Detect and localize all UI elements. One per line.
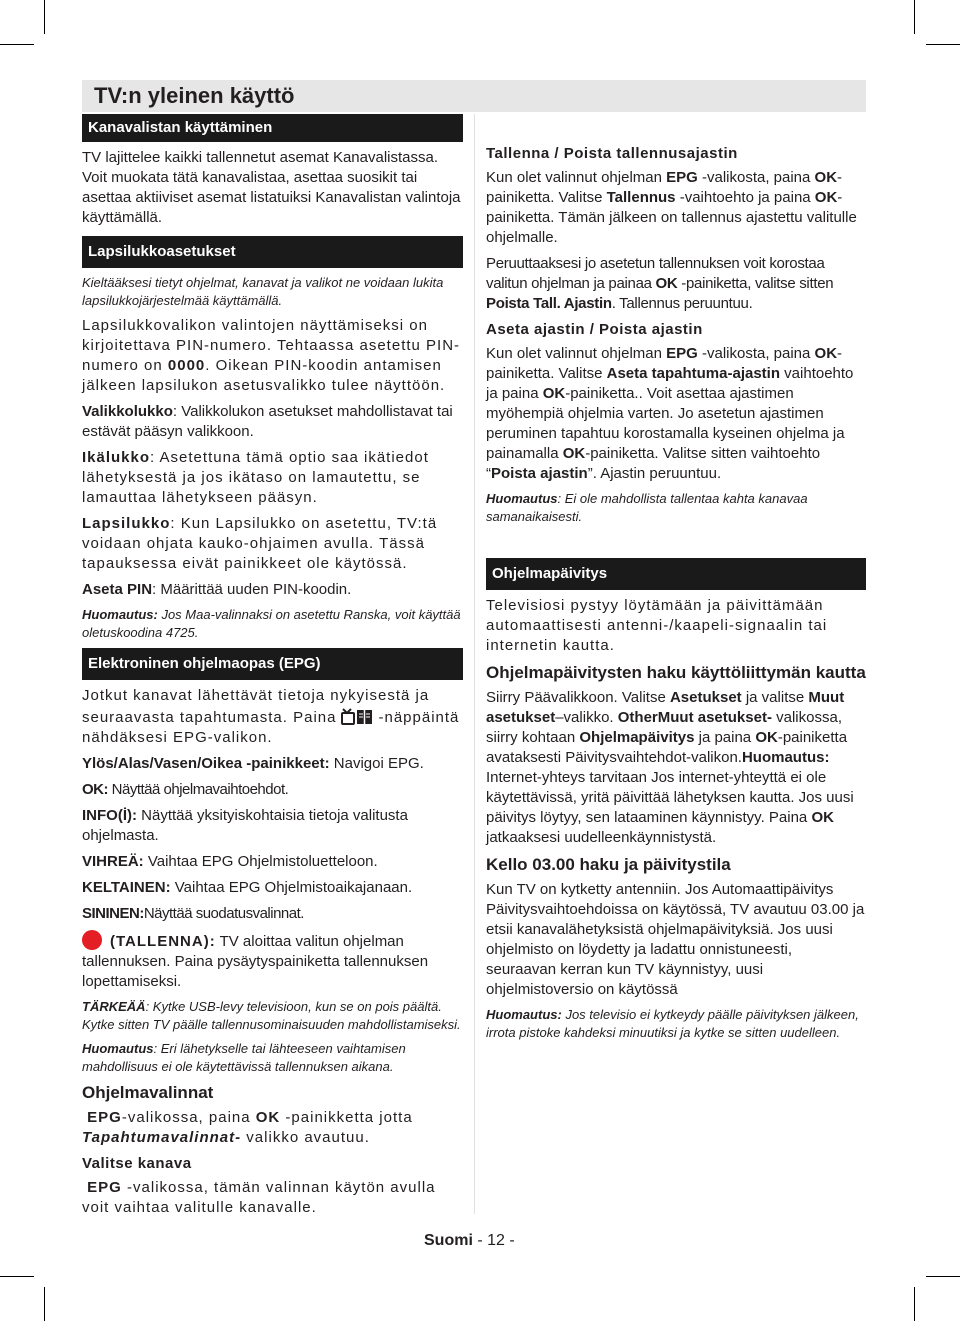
record-timer-heading: Tallenna / Poista tallennusajastin xyxy=(486,145,738,162)
footer-language: Suomi xyxy=(424,1232,473,1249)
set-pin-text: Aseta PIN: Määrittää uuden PIN-koodin. xyxy=(82,581,352,598)
page-number: - 12 - xyxy=(472,1232,515,1249)
menu-lock-text: Valikkolukko: Valikkolukon asetukset mahdollistavat tai estävät pääsyn valikkoon. xyxy=(82,403,453,440)
set-timer-text: Kun olet valinnut ohjelman EPG -valikosta, paina OK-painiketta. Valitse Aseta tapahtuma-ajastin vaihtoehto ja paina OK-painiketta.. Voit asettaa ajastimen myöhempiä ohjelmia varten. Jo asetetun ajastimen peruminen tapahtuu korostamalla kyseinen ohjelma ja painamalla OK-painiketta. Valitse sitten vaihtoehto “Poista ajastin”. Ajastin peruuntuu. xyxy=(486,345,854,482)
epg-green-text: VIHREÄ: Vaihtaa EPG Ohjelmistoluetteloon. xyxy=(82,853,378,870)
right-column xyxy=(486,142,866,1048)
night-update-heading: Kello 03.00 haku ja päivitystila xyxy=(486,855,731,874)
epg-nav-text: Ylös/Alas/Vasen/Oikea -painikkeet: Navigoi EPG. xyxy=(82,755,424,772)
spacer xyxy=(486,532,866,558)
parental-remark: Huomautus: Jos Maa-valinnaksi on asetettu Ranska, voit käyttää oletuskoodina 4725. xyxy=(82,607,461,640)
epg-guide-icon xyxy=(340,706,374,726)
crop-mark xyxy=(926,44,960,45)
page-footer xyxy=(424,1232,515,1250)
epg-info-text: INFO(İ): Näyttää yksityiskohtaisia tietoja valitusta ohjelmasta. xyxy=(82,807,408,844)
software-update-intro: Televisiosi pystyy löytämään ja päivittämään automaattisesti antenni-/kaapeli-signaalin tai internetin kautta. xyxy=(486,597,828,654)
parental-pin-text: Lapsilukkovalikon valintojen näyttämiseksi on kirjoitettava PIN-numero. Tehtaassa asetettu PIN-numero on 0000. Oikean PIN-koodin antamisen jälkeen lapsilukon asetusvalikko tulee näyttöön. xyxy=(82,317,461,394)
epg-yellow-text: KELTAINEN: Vaihtaa EPG Ohjelmistoaikajanaan. xyxy=(82,879,413,896)
section-heading-software-update: Ohjelmapäivitys xyxy=(486,558,866,590)
epg-intro-text: Jotkut kanavat lähettävät tietoja nykyisestä ja seuraavasta tapahtumasta. Paina -näppäintä nähdäksesi EPG-valikon. xyxy=(82,687,460,746)
left-column xyxy=(82,114,463,1224)
section-heading-parental: Lapsilukkoasetukset xyxy=(82,236,463,268)
cancel-record-text: Peruuttaaksesi jo asetetun tallennuksen voit korostaa valitun ohjelman ja painaa OK -painiketta, valitse sitten Poista Tall. Ajastin. Tallennus peruuntuu. xyxy=(486,255,834,312)
select-channel-text: EPG -valikossa, tämän valinnan käytön avulla voit vaihtaa valitulle kanavalle. xyxy=(82,1179,436,1216)
crop-mark xyxy=(0,1276,34,1277)
record-timer-text: Kun olet valinnut ohjelman EPG -valikosta, paina OK-painiketta. Valitse Tallennus -vaihtoehto ja paina OK-painiketta. Tämän jälkeen on tallennus ajastettu valitulle ohjelmalle. xyxy=(486,169,857,246)
crop-mark xyxy=(0,44,34,45)
epg-blue-text: SININEN:Näyttää suodatusvalinnat. xyxy=(82,905,304,922)
age-lock-text: Ikälukko: Asetettuna tämä optio saa ikätiedot lähetyksestä ja jos ikätaso on lamautettu, se lamauttaa lähetykseen pääsyn. xyxy=(82,449,429,506)
child-lock-text: Lapsilukko: Kun Lapsilukko on asetettu, TV:tä voidaan ohjata kauko-ohjaimen avulla. Tässä tapauksessa eivät painikkeet ole käytössä. xyxy=(82,515,438,572)
update-via-ui-heading: Ohjelmapäivitysten haku käyttöliittymän kautta xyxy=(486,663,866,682)
program-options-heading: Ohjelmavalinnat xyxy=(82,1083,214,1102)
set-timer-heading: Aseta ajastin / Poista ajastin xyxy=(486,321,703,338)
crop-mark xyxy=(914,0,915,34)
crop-mark xyxy=(926,1276,960,1277)
channel-list-text: TV lajittelee kaikki tallennetut asemat Kanavalistassa. Voit muokata tätä kanavalistaa, asettaa suosikit tai asettaa aktiiviset asemat listatuiksi Kanavalistan valintoja käyttämällä. xyxy=(82,149,461,226)
epg-ok-text: OK: Näyttää ohjelmavaihtoehdot. xyxy=(82,781,289,798)
night-update-text: Kun TV on kytketty antenniin. Jos Automaattipäivitys Päivitysvaihtoehdoissa on käytössä, TV avautuu 03.00 ja etsii kanavalähetyksistä ohjelmapäivityksiä. Jos uusi ohjelmisto on löydetty ja ladattu onnistuneesti, seuraavan kerran kun TV käynnistyy, uusi ohjelmistoversio on käytössä xyxy=(486,881,865,998)
set-timer-remark: Huomautus: Ei ole mahdollista tallentaa kahta kanavaa samanaikaisesti. xyxy=(486,491,808,524)
select-channel-heading: Valitse kanava xyxy=(82,1155,192,1172)
parental-note: Kieltääksesi tietyt ohjelmat, kanavat ja valikot ne voidaan lukita lapsilukkojärjestelmää käyttämällä. xyxy=(82,275,444,308)
program-options-text: EPG-valikossa, paina OK -painikketta jotta Tapahtumavalinnat- valikko avautuu. xyxy=(82,1109,413,1146)
record-button-icon xyxy=(82,930,102,950)
epg-record-text: (TALLENNA): TV aloittaa valitun ohjelman tallennuksen. Paina pysäytyspainiketta tallennuksen lopettamiseksi. xyxy=(82,930,463,992)
update-remark: Huomautus: Jos televisio ei kytkeydy päälle päivityksen jälkeen, irrota pistoke kahdeksi minuutiksi ja kytke se sitten uudelleen. xyxy=(486,1007,859,1040)
page-title-band xyxy=(82,80,866,112)
page-title: TV:n yleinen käyttö xyxy=(94,83,295,108)
epg-important-note: TÄRKEÄÄ: Kytke USB-levy televisioon, kun se on pois päältä. Kytke sitten TV päälle tallennusominaisuuden mahdollistamiseksi. xyxy=(82,999,461,1032)
update-via-ui-text: Siirry Päävalikkoon. Valitse Asetukset ja valitse Muut asetukset–valikko. OtherMuut asetukset- valikossa, siirry kohtaan Ohjelmapäivitys ja paina OK-painiketta avataksesti Päivitysvaihtehdot-valikon.Huomautus: Internet-yhteys tarvitaan Jos internet-yhteyttä ei ole käytettävissä, yritä päivittää lähetyksen kautta. Jos uusi päivitys löytyy, sen lataaminen käynnistyy. Paina OK jatkaaksesi uudelleenkäynnistystä. xyxy=(486,689,854,846)
section-heading-channel-list: Kanavalistan käyttäminen xyxy=(82,114,463,142)
column-divider xyxy=(474,114,475,1214)
epg-remark: Huomautus: Eri lähetykselle tai lähteeseen vaihtamisen mahdollisuus ei ole käytettävissä tallennuksen aikana. xyxy=(82,1041,406,1074)
crop-mark xyxy=(914,1287,915,1321)
crop-mark xyxy=(44,1287,45,1321)
section-heading-epg: Elektroninen ohjelmaopas (EPG) xyxy=(82,648,463,680)
crop-mark xyxy=(44,0,45,34)
